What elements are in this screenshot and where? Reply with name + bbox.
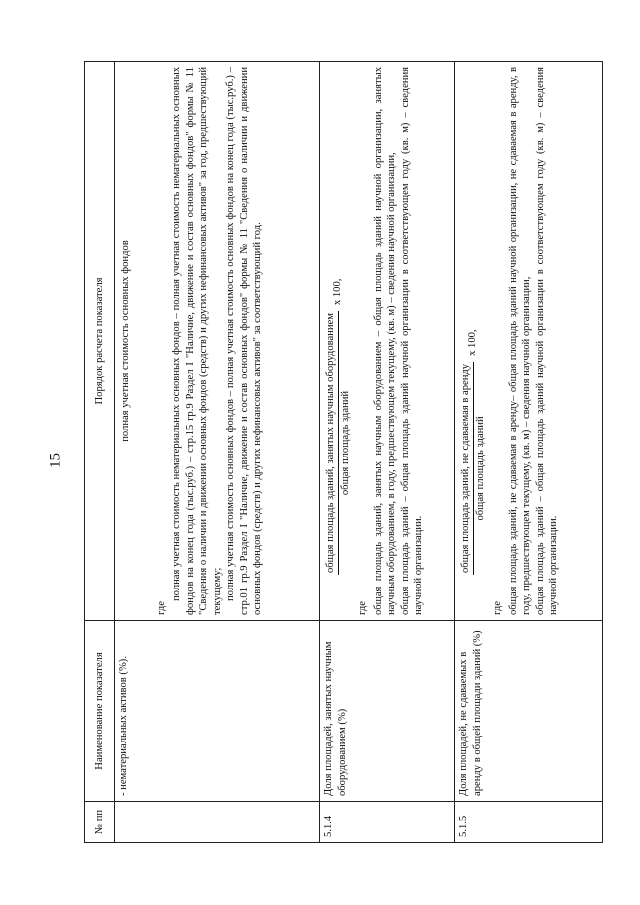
definition: общая площадь зданий – общая площадь зданий научной организации в соответствующем году (кв. м) – сведения научной организации. [534,67,560,615]
definition: полная учетная стоимость основных фондов – полная учетная стоимость основных фондов на конец года (тыс.руб.) – стр.01 гр.9 Раздел I "Наличие, движение и состав основных фондов" формы № 11 "Сведения о наличии и движении основных фондов (средств) и других нефинансовых активов" за соответствующий год. [225,67,264,615]
table-row [115,62,320,843]
header-method: Порядок расчета показателя [85,62,115,621]
row-method [320,62,455,621]
definition: общая площадь зданий – общая площадь зданий научной организации в соответствующем году (кв. м) – сведения научной организации. [399,67,425,615]
formula-denominator: общая площадь зданий [474,416,486,521]
definition: общая площадь зданий, не сдаваемая в аренду– общая площадь зданий научной организации, не сдаваемая в аренду, в году, предшествующем текущему, (кв. м) – сведения научной организации, [507,67,533,615]
table-row [320,62,455,843]
formula [324,67,352,575]
row-num [115,802,320,843]
formula-multiplier: x 100, [332,278,344,306]
page-number: 15 [47,453,64,468]
row-method [455,62,603,621]
row-name: Доля площадей, не сдаваемых в аренду в общей площади зданий (%) [455,621,603,802]
where-label: где [492,601,504,615]
row-num: 5.1.4 [320,802,455,843]
definition: полная учетная стоимость нематериальных основных фондов – полная учетная стоимость нематериальных основных фондов на конец года (тыс.руб.) – стр.15 гр.9 Раздел I "Наличие, движение и состав основных фондов" формы № 11 "Сведения о наличии и движении основных фондов (средств) и других нефинансовых активов" за год, предшествующий текущему; [171,67,223,615]
where-label: где [357,601,369,615]
formula [459,67,487,575]
table-row [455,62,603,843]
definition: общая площадь зданий, занятых научным оборудованием – общая площадь зданий научной организации, занятых научным оборудованием, в году, предшествующем текущему, (кв. м) – сведения научной организации, [372,67,398,615]
formula-numerator: общая площадь зданий, занятых научным оборудованием [324,311,339,575]
header-name: Наименование показателя [85,621,115,802]
table-header-row [85,62,115,843]
row-method [115,62,320,621]
where-label: где [155,601,167,615]
row-name: - нематериальных активов (%). [115,621,320,802]
row-name: Доля площадей, занятых научным оборудованием (%) [320,621,455,802]
row-num: 5.1.5 [455,802,603,843]
rotated-page-content [84,61,602,843]
header-num: № пп [85,802,115,843]
formula-denominator-line: полная учетная стоимость основных фондов [120,240,131,442]
formula-denominator: общая площадь зданий [339,390,351,496]
indicators-table [84,61,603,843]
formula-numerator: общая площадь зданий, не сдаваемая в аренду [459,362,474,575]
formula-multiplier: x 100, [467,329,479,356]
